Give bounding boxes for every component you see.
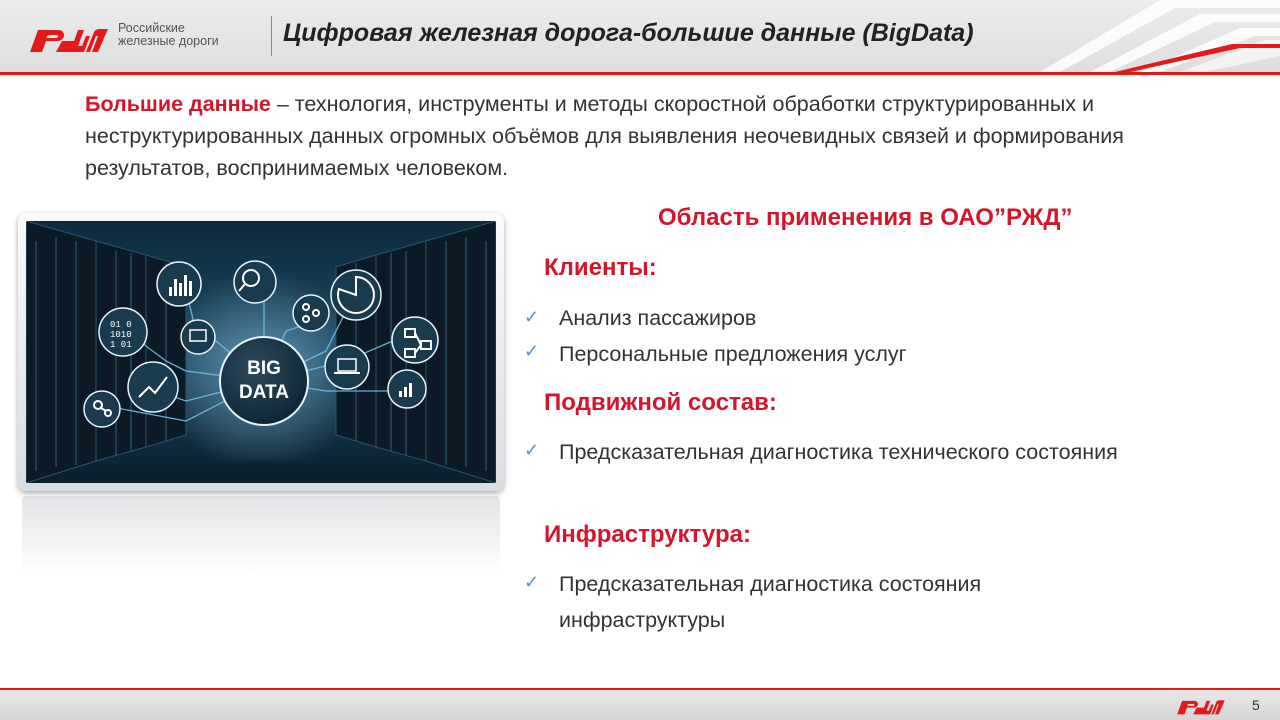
intro-text: – технология, инструменты и методы скоростной обработки структурированных и неструктурированных данных огромных объёмов для выявления неочевидных связей и формирования результатов, воспринимаемых человеком. [85,92,1124,180]
rzd-logo [28,20,268,60]
illustration-reflection [22,496,500,576]
application-area-title: Область применения в ОАО”РЖД” [658,204,1073,231]
logo-line-2: железные дороги [118,34,219,48]
checkmark-icon: ✓ [524,440,540,460]
intro-term: Большие данные [85,92,271,116]
slide-header [0,0,1280,72]
checkmark-icon: ✓ [524,307,540,327]
search-node-icon [234,261,276,303]
bullet-passenger-analysis: Анализ пассажиров [559,306,757,330]
checkmark-icon: ✓ [524,341,540,361]
header-divider [271,16,272,56]
slide-footer [0,690,1280,720]
checkmark-icon: ✓ [524,572,540,592]
big-data-label-2: DATA [239,382,289,403]
server-room-illustration [26,221,496,483]
rzd-footer-logo-icon [1176,697,1226,717]
section-title-rolling-stock: Подвижной состав: [544,389,777,416]
laptop-node-icon [325,345,369,389]
big-data-illustration-frame [18,213,504,491]
svg-text:01 0: 01 0 [110,320,132,330]
growth-chart-node-icon [128,362,178,412]
hierarchy-node-icon [293,295,329,331]
big-data-illustration [26,221,496,483]
header-red-line [0,72,1280,75]
big-data-label-1: BIG [247,358,281,379]
monitor-node-icon [181,320,215,354]
page-number: 5 [1252,697,1260,713]
bullet-infrastructure-diagnostics: Предсказательная диагностика состояния инфраструктуры [559,572,982,632]
section-title-infrastructure: Инфраструктура: [544,521,751,548]
svg-text:1 01: 1 01 [110,340,132,350]
logo-line-1: Российские [118,21,185,35]
slide-title: Цифровая железная дорога-большие данные (BigData) [283,19,974,47]
bullet-personal-offers: Персональные предложения услуг [559,342,907,366]
rzd-logo-text [118,22,268,48]
intro-paragraph [85,88,1205,184]
bullet-technical-diagnostics: Предсказательная диагностика технического состояния [559,440,1118,464]
svg-text:1010: 1010 [110,330,132,340]
rzd-logo-mark-icon [28,26,110,54]
section-title-clients: Клиенты: [544,254,657,281]
